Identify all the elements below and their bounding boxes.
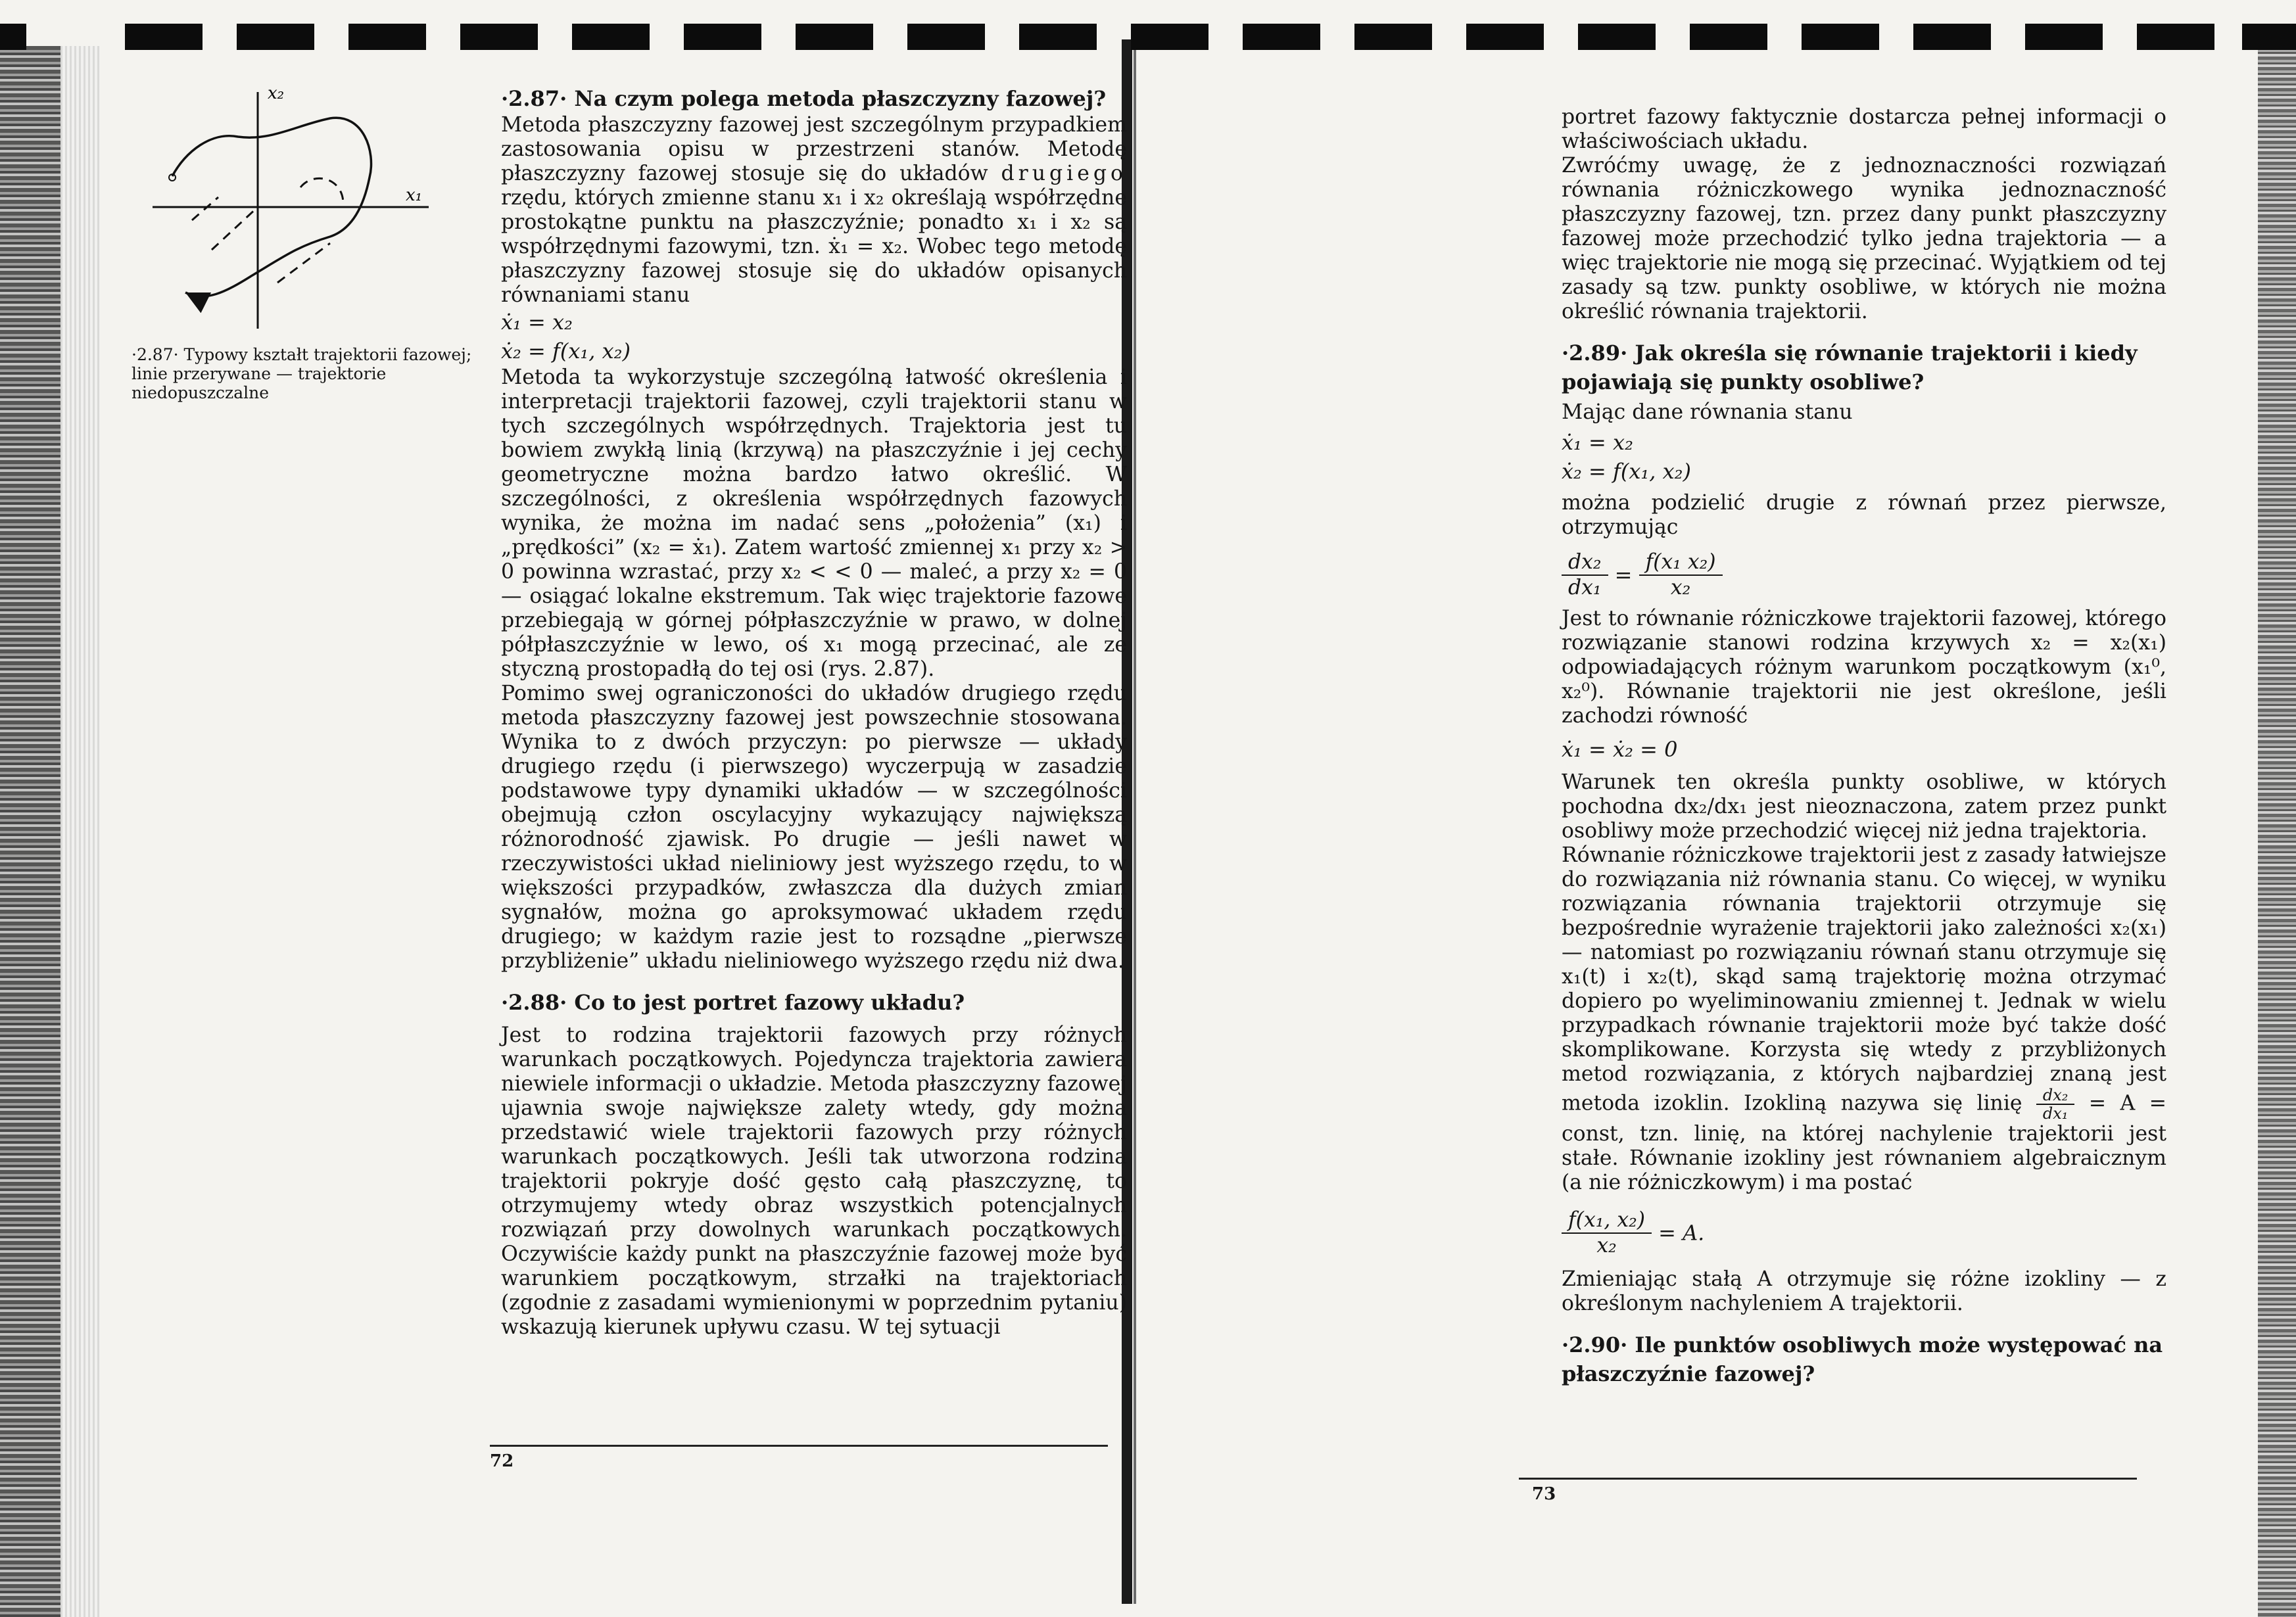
left-text-column [501, 84, 1127, 1340]
paragraph: Jest to rodzina trajektorii fazowych przy różnych warunkach początkowych. Pojedyncza trajektoria zawiera niewiele informacji o układzie. Metoda płaszczyzny fazowej ujawnia swoje największe zalety wtedy, gdy można przedstawić wiele trajektorii fazowych przy różnych warunkach początkowych. Jeśli tak utworzona rodzina trajektorii pokryje dość gęsto całą płaszczyznę, to otrzymujemy wtedy obraz wszystkich potencjalnych rozwiązań przy dowolnych warunkach początkowych. Oczywiście każdy punkt na płaszczyźnie fazowej może być warunkiem początkowym, strzałki na trajektoriach (zgodnie z zasadami wymienionymi w poprzednim pytaniu) wskazują kierunek upływu czasu. W tej sytuacji [501, 1023, 1127, 1339]
sprocket-hole [1466, 24, 1544, 50]
sprocket-hole [2137, 24, 2214, 50]
equation-2: ẋ₂ = f(x₁, x₂) [501, 339, 631, 363]
sprocket-hole [0, 24, 26, 50]
fraction-numerator: f(x₁ x₂) [1639, 550, 1723, 576]
sprocket-hole [460, 24, 538, 50]
right-text-column [1562, 105, 2166, 1388]
fraction-denominator: x₂ [1670, 576, 1691, 599]
scan-edge-shadow [60, 46, 100, 1617]
paragraph: Pomimo swej ograniczoności do układów drugiego rzędu metoda płaszczyzny fazowej jest powszechnie stosowana. Wynika to z dwóch przyczyn: po pierwsze — układy drugiego rzędu (i pierwszego) wyczerpują w zasadzie podstawowe typy dynamiki układów — w szczególności obejmują człon oscylacyjny wykazujący największą różnorodność zjawisk. Po drugie — jeśli nawet w rzeczywistości układ nieliniowy jest wyższego rzędu, to w większości przypadków, zwłaszcza dla dużych zmian sygnałów, można go aproksymować układem rzędu drugiego; w każdym razie jest to rozsądne „pierwsze przybliżenie” układu nieliniowego wyższego rzędu niż dwa. [501, 682, 1127, 973]
sprocket-hole [796, 24, 873, 50]
singular-point-equation: ẋ₁ = ẋ₂ = 0 [1562, 737, 1678, 762]
paragraph: portret fazowy faktycznie dostarcza pełnej informacji o właściwościach układu. [1562, 105, 2166, 153]
scan-edge-right [2258, 46, 2296, 1617]
sprocket-hole [1243, 24, 1320, 50]
sprocket-hole [1578, 24, 1656, 50]
fraction [1562, 550, 1608, 600]
scan-edge-left [0, 46, 60, 1617]
dashed-trajectory [300, 178, 343, 204]
book-gutter-line [1134, 39, 1136, 1604]
footer-rule [1519, 1478, 2137, 1480]
paragraph: Zmieniając stałą A otrzymuje się różne izokliny — z określonym nachyleniem A trajektorii. [1562, 1267, 2166, 1315]
text-span: = A = const, tzn. linię, na której nachylenie trajektorii jest stałe. Równanie izokliny jest równaniem algebraicznym (a nie różniczkowym) i ma postać [1562, 1091, 2167, 1194]
question-2-89-title-line2: pojawiają się punkty osobliwe? [1562, 369, 1925, 394]
sprocket-hole [2242, 24, 2296, 50]
paragraph [1562, 843, 2166, 1195]
fraction-denominator: dx₁ [1568, 576, 1602, 599]
sprocket-hole [125, 24, 203, 50]
equation-1: ẋ₁ = x₂ [1562, 430, 1633, 455]
x1-axis-label: x₁ [406, 185, 423, 205]
phase-trajectory-figure [146, 79, 435, 335]
dashed-trajectory [212, 207, 258, 250]
paragraph [501, 113, 1127, 308]
question-2-88-title: ·2.88· Co to jest portret fazowy układu? [501, 990, 965, 1015]
footer-rule [490, 1445, 1108, 1447]
sprocket-hole [1019, 24, 1097, 50]
spaced-text: drugiego [1001, 162, 1127, 185]
sprocket-hole [572, 24, 650, 50]
sprocket-hole [237, 24, 314, 50]
sprocket-hole [907, 24, 985, 50]
sprocket-hole [348, 24, 426, 50]
sprocket-hole [1131, 24, 1208, 50]
figure-caption: ·2.87· Typowy kształt trajektorii fazowej; linie przerywane — trajektorie niedopuszczalne [132, 345, 472, 402]
sprocket-hole [1913, 24, 1991, 50]
sprocket-hole [684, 24, 761, 50]
paragraph: Jest to równanie różniczkowe trajektorii fazowej, którego rozwiązanie stanowi rodzina krzywych x₂ = x₂(x₁) odpowiadających różnym warunkom początkowym (x₁⁰, x₂⁰). Równanie trajektorii nie jest określone, jeśli zachodzi równość [1562, 607, 2166, 728]
dashed-trajectory [277, 243, 330, 283]
fraction-denominator: x₂ [1596, 1234, 1617, 1257]
equation-1: ẋ₁ = x₂ [501, 310, 573, 335]
fraction [1639, 550, 1723, 600]
fraction-numerator: f(x₁, x₂) [1562, 1208, 1652, 1234]
equation-2: ẋ₂ = f(x₁, x₂) [1562, 459, 1691, 484]
paragraph: Mając dane równania stanu [1562, 400, 1853, 424]
text-span: rzędu, których zmienne stanu x₁ i x₂ określają współrzędne prostokątne punktu na płaszczyźnie; ponadto x₁ i x₂ są współrzędnymi fazowymi, tzn. ẋ₁ = x₂. Wobec tego metodę płaszczyzny fazowej stosuje się do układów opisanych równaniami stanu [501, 186, 1127, 307]
paragraph: Zwróćmy uwagę, że z jednoznaczności rozwiązań równania różniczkowego wynika jednoznaczność płaszczyzny fazowej, tzn. przez dany punkt płaszczyzny fazowej może przechodzić tylko jedna trajektoria — a więc trajektorie nie mogą się przecinać. Wyjątkiem od tej zasady są tzw. punkty osobliwe, w których nie można określić równania trajektorii. [1562, 154, 2166, 323]
x2-axis-label: x₂ [268, 83, 285, 103]
paragraph: można podzielić drugie z równań przez pierwsze, otrzymując [1562, 491, 2166, 539]
paragraph: Warunek ten określa punkty osobliwe, w których pochodna dx₂/dx₁ jest nieoznaczona, zatem przez punkt osobliwy może przechodzić więcej niż jedna trajektoria. [1562, 770, 2166, 843]
paragraph: Metoda ta wykorzystuje szczególną łatwość określenia i interpretacji trajektorii fazowej, czyli trajektorii stanu w tych szczególnych współrzędnych. Trajektoria jest tu bowiem zwykłą linią (krzywą) na płaszczyźnie i jej cechy geometryczne można bardzo łatwo określić. W szczególności, z określenia współrzędnych fazowych wynika, że można im nadać sens „położenia” (x₁) i „prędkości” (x₂ = ẋ₁). Zatem wartość zmiennej x₁ przy x₂ > 0 powinna wzrastać, przy x₂ < < 0 — maleć, a przy x₂ = 0 — osiągać lokalne ekstremum. Tak więc trajektorie fazowe przebiegają w górnej półpłaszczyźnie w prawo, w dolnej półpłaszczyźnie w lewo, oś x₁ mogą przecinać, ale ze styczną prostopadłą do tej osi (rys. 2.87). [501, 365, 1127, 681]
sprocket-hole [1354, 24, 1432, 50]
sprocket-hole [1690, 24, 1767, 50]
page-number-right: 73 [1532, 1484, 1556, 1504]
sprocket-hole [1802, 24, 1879, 50]
isocline-rhs: = A. [1658, 1220, 1705, 1246]
question-2-89-title-line1: ·2.89· Jak określa się równanie trajektorii i kiedy [1562, 340, 2138, 365]
trajectory-equation: $\frac{\text{dx₂}}{\text{dx₁}}$ = $\frac{\text{f(x₁ x₂)}}{\text{x₂}}$ [1562, 550, 2166, 600]
fraction-denominator: dx₁ [2042, 1104, 2069, 1123]
fraction-numerator: dx₂ [2036, 1087, 2075, 1105]
fraction [1562, 1208, 1652, 1258]
text-span: Metoda płaszczyzny fazowej jest szczególnym przypadkiem zastosowania opisu w przestrzeni stanów. Metodę płaszczyzny fazowej stosuje się do układów [501, 113, 1127, 185]
question-2-90-title-line1: ·2.90· Ile punktów osobliwych może występować na [1562, 1332, 2163, 1357]
film-sprocket-row [0, 24, 2296, 50]
inline-fraction [2036, 1087, 2075, 1122]
fraction-numerator: dx₂ [1562, 550, 1608, 576]
question-2-87-title: ·2.87· Na czym polega metoda płaszczyzny fazowej? [501, 86, 1107, 111]
text-span: Równanie różniczkowe trajektorii jest z zasady łatwiejsze do rozwiązania niż równania stanu. Co więcej, w wyniku rozwiązania równania trajektorii otrzymuje się bezpośrednie wyrażenie trajektorii jako zależności x₂(x₁) — natomiast po rozwiązaniu równań stanu otrzymuje się x₁(t) i x₂(t), skąd samą trajektorię można otrzymać dopiero po wyeliminowaniu zmiennej t. Jednak w wielu przypadkach równanie trajektorii może być także dość skomplikowane. Korzysta się wtedy z przybliżonych metod rozwiązania, z których najbardziej znaną jest metoda izoklin. Izokliną nazywa się linię [1562, 843, 2166, 1115]
sprocket-hole [2025, 24, 2103, 50]
page-number-left: 72 [490, 1451, 514, 1471]
dashed-trajectory [192, 197, 218, 220]
isocline-equation [1562, 1208, 2166, 1258]
question-2-90-title-line2: płaszczyźnie fazowej? [1562, 1361, 1815, 1386]
